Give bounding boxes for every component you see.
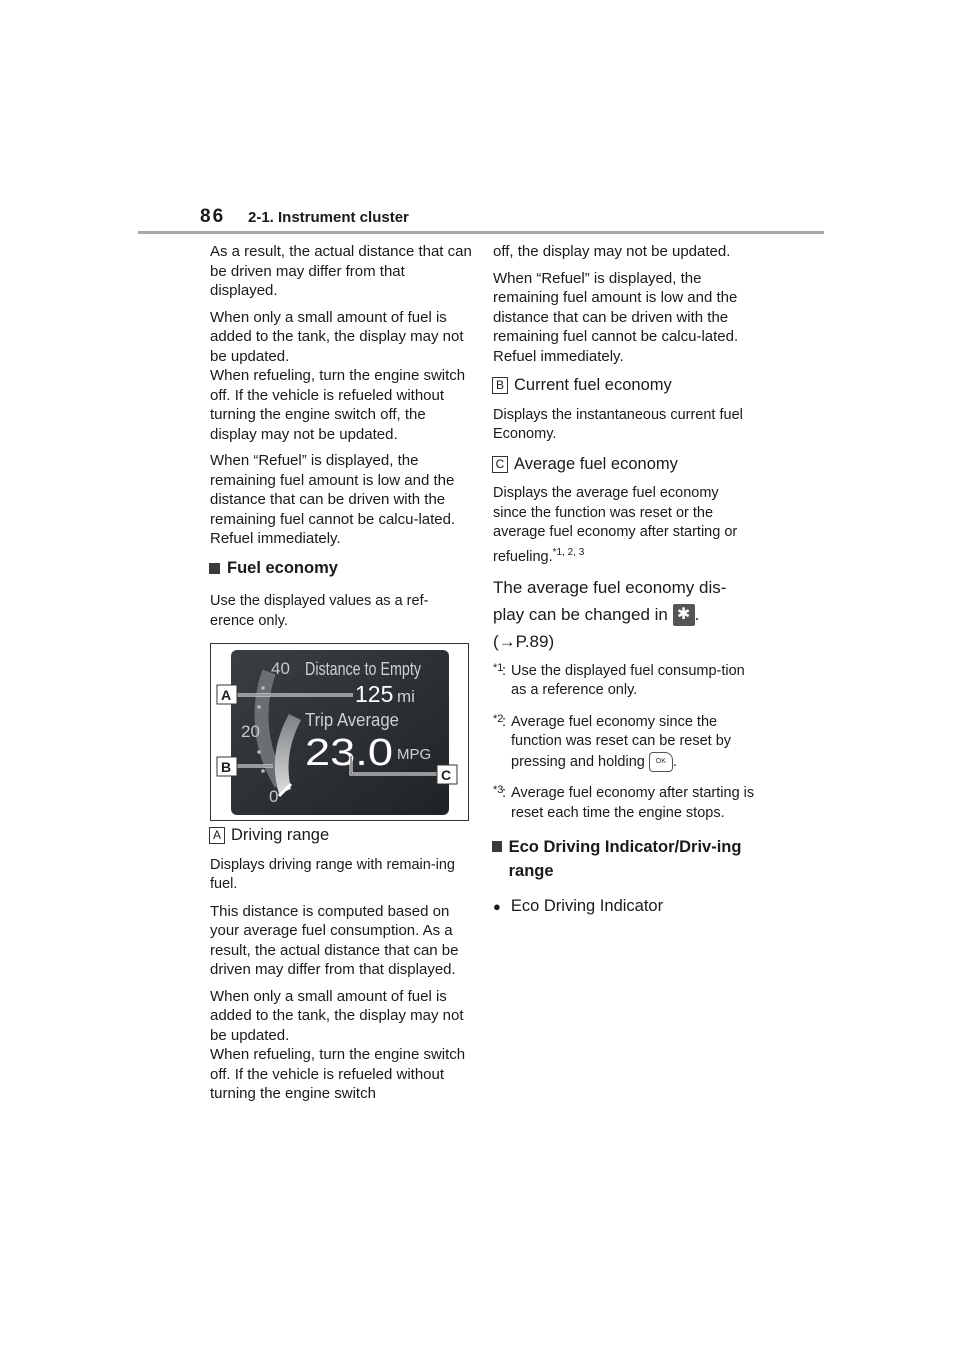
arrow-right-icon: → bbox=[498, 631, 516, 651]
footnote-mark: *3 bbox=[493, 784, 504, 797]
item-title: Driving range bbox=[231, 826, 330, 844]
square-bullet-icon bbox=[209, 563, 220, 574]
section-heading-text: Eco Driving Indicator/Driv-ing range bbox=[508, 838, 742, 881]
footnote-2: *2 : Average fuel economy since the function was reset can be reset by pressing and holding OK . bbox=[493, 713, 755, 772]
item-description: Displays the instantaneous current fuel Economy. bbox=[493, 406, 743, 442]
square-bullet-icon bbox=[492, 841, 502, 852]
bullet-item bbox=[493, 897, 755, 917]
item-description-text: Displays the average fuel economy since the function was reset or the average fuel economy after starting or refueling. bbox=[493, 485, 738, 565]
footnote-text: Average fuel economy after starting is reset each time the engine stops. bbox=[511, 785, 755, 821]
distance-to-empty-value: 125 bbox=[355, 681, 394, 707]
item-description: Displays driving range with remain-ing fuel. bbox=[210, 856, 455, 892]
paragraph: When “Refuel” is displayed, the remaining fuel amount is low and the distance that can be driven with the remaining fuel cannot be calcu-lated. bbox=[493, 269, 739, 345]
gauge-tick bbox=[261, 769, 265, 773]
label-box-a: A bbox=[209, 827, 225, 844]
page-reference-link[interactable]: P.89 bbox=[515, 631, 549, 651]
paragraph: When only a small amount of fuel is added to the tank, the display may not be updated. bbox=[210, 987, 464, 1044]
callout-label-a: A bbox=[221, 687, 232, 703]
paragraph: This distance is computed based on your average fuel consumption. As a result, the actual distance that can be driven may differ from that displayed. bbox=[210, 902, 459, 978]
footnote-mark: *1 bbox=[493, 661, 504, 674]
item-current-fuel-economy bbox=[492, 376, 755, 396]
punctuation: . bbox=[694, 604, 700, 624]
paragraph: off, the display may not be updated. bbox=[493, 243, 731, 260]
gauge-tick bbox=[261, 686, 265, 690]
gauge-tick bbox=[257, 705, 261, 709]
gauge-label-40: 40 bbox=[271, 659, 290, 678]
punctuation: . bbox=[672, 753, 677, 770]
bullet-dot-icon: ● bbox=[493, 899, 501, 915]
gauge-tick bbox=[257, 750, 261, 754]
header-rule bbox=[138, 231, 824, 234]
label-box-b: B bbox=[492, 377, 508, 394]
trip-average-value: 23.0 bbox=[305, 732, 393, 774]
item-title: Current fuel economy bbox=[514, 376, 672, 394]
label-box-c: C bbox=[492, 456, 508, 473]
distance-unit: mi bbox=[397, 687, 415, 706]
gauge-label-0: 0 bbox=[269, 787, 279, 806]
average-display-change-note: The average fuel economy dis-play can be changed in ✱ . (→P.89) bbox=[493, 577, 727, 651]
bullet-text: Eco Driving Indicator bbox=[510, 897, 664, 916]
page-number: 86 bbox=[200, 206, 226, 227]
callout-label-c: C bbox=[441, 767, 452, 783]
callout-label-b: B bbox=[221, 759, 232, 775]
left-column-lower bbox=[210, 826, 472, 1111]
section-description: Use the displayed values as a ref-erence only. bbox=[210, 593, 429, 629]
paragraph: Refuel immediately. bbox=[493, 347, 624, 365]
item-title: Average fuel economy bbox=[514, 454, 678, 473]
footnote-text: Average fuel economy since the function was reset can be reset by pressing and holding bbox=[511, 713, 732, 770]
paragraph: When only a small amount of fuel is added to the tank, the display may not be updated. bbox=[210, 308, 464, 365]
item-driving-range bbox=[209, 826, 472, 846]
fuel-economy-display-figure bbox=[210, 643, 469, 821]
footnote-1: *1 : Use the displayed fuel consump-tion as a reference only. bbox=[493, 662, 755, 701]
section-heading-fuel-economy bbox=[209, 559, 472, 579]
paragraph: As a result, the actual distance that can be driven may differ from that displayed. bbox=[210, 243, 472, 299]
big-text: The average fuel economy dis-play can be changed in bbox=[493, 577, 727, 624]
distance-to-empty-label: Distance to Empty bbox=[305, 659, 421, 679]
trip-average-label: Trip Average bbox=[305, 710, 399, 730]
footnote-mark: *2 bbox=[493, 712, 504, 725]
footnote-text: Use the displayed fuel consump-tion as a reference only. bbox=[511, 662, 745, 699]
gear-icon: ✱ bbox=[673, 604, 695, 626]
paragraph: When refueling, turn the engine switch off. If the vehicle is refueled without turning the engine switch off, the display may not be updated. bbox=[210, 367, 466, 443]
ok-button-icon: OK bbox=[649, 752, 673, 772]
item-average-fuel-economy bbox=[492, 455, 755, 475]
left-column bbox=[210, 242, 472, 638]
paragraph: Refuel immediately. bbox=[210, 530, 341, 547]
footnote-3: *3 : Average fuel economy after starting is reset each time the engine stops. bbox=[493, 784, 755, 823]
item-description bbox=[493, 484, 755, 567]
section-heading-text: Fuel economy bbox=[227, 558, 338, 577]
right-column bbox=[493, 242, 755, 924]
paragraph: When “Refuel” is displayed, the remaining fuel amount is low and the distance that can be driven with the remaining fuel cannot be calcu-lated. bbox=[210, 452, 456, 528]
section-header: 2-1. Instrument cluster bbox=[248, 209, 409, 226]
section-heading-eco-driving bbox=[492, 835, 755, 883]
instrument-display-illustration bbox=[211, 644, 468, 820]
paragraph: When refueling, turn the engine switch off. If the vehicle is refueled without turning the engine switch bbox=[210, 1046, 466, 1102]
gauge-label-20: 20 bbox=[241, 722, 260, 741]
trip-average-unit: MPG bbox=[397, 746, 432, 763]
footnote-ref: *1, 2, 3 bbox=[552, 546, 585, 558]
